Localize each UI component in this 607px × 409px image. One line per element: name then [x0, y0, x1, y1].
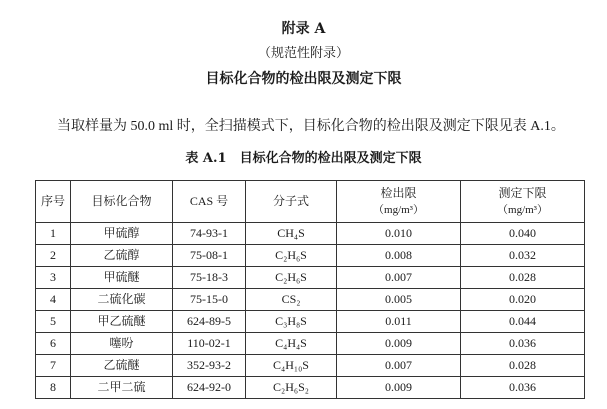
table-row: [36, 333, 585, 355]
detection-limit-cell: 0.008: [337, 245, 461, 267]
quantitation-limit-cell: 0.040: [461, 223, 585, 245]
molecular-formula-cell: C₂H₆S: [246, 245, 337, 267]
row-number-cell: 7: [36, 355, 71, 377]
appendix-heading: 目标化合物的检出限及测定下限: [205, 71, 402, 87]
cas-number-cell: 74-93-1: [173, 223, 246, 245]
header-molecular-formula: 分子式: [246, 181, 337, 223]
table-row: [36, 311, 585, 333]
cas-number-cell: 75-18-3: [173, 267, 246, 289]
table-caption: 表 A.1 目标化合物的检出限及测定下限: [185, 151, 422, 166]
header-detection-limit-unit: （mg/m³）: [373, 203, 424, 216]
cas-number-cell: 624-89-5: [173, 311, 246, 333]
compound-name-cell: 二甲二硫: [71, 377, 173, 399]
body-paragraph: 当取样量为 50.0 ml 时，全扫描模式下，目标化合物的检出限及测定下限见表 A.1。: [57, 119, 565, 134]
header-detection-limit: [337, 181, 461, 223]
header-quantitation-limit-unit: （mg/m³）: [497, 203, 548, 216]
quantitation-limit-cell: 0.020: [461, 289, 585, 311]
table-row: [36, 245, 585, 267]
header-detection-limit-label: 检出限: [380, 185, 417, 200]
quantitation-limit-cell: 0.028: [461, 267, 585, 289]
header-row-number: 序号: [36, 181, 71, 223]
compound-name-cell: 噻吩: [71, 333, 173, 355]
row-number-cell: 6: [36, 333, 71, 355]
molecular-formula-cell: C₄H₄S: [246, 333, 337, 355]
row-number-cell: 4: [36, 289, 71, 311]
detection-limit-cell: 0.011: [337, 311, 461, 333]
detection-limit-cell: 0.007: [337, 267, 461, 289]
molecular-formula-cell: CS₂: [246, 289, 337, 311]
molecular-formula-cell: CH₄S: [246, 223, 337, 245]
header-cas-number: CAS 号: [173, 181, 246, 223]
quantitation-limit-cell: 0.032: [461, 245, 585, 267]
detection-limit-cell: 0.010: [337, 223, 461, 245]
table-body: [36, 223, 585, 399]
header-quantitation-limit-label: 测定下限: [498, 185, 547, 200]
quantitation-limit-cell: 0.036: [461, 333, 585, 355]
compound-name-cell: 甲硫醚: [71, 267, 173, 289]
detection-limits-table: [35, 180, 585, 399]
quantitation-limit-cell: 0.028: [461, 355, 585, 377]
cas-number-cell: 352-93-2: [173, 355, 246, 377]
detection-limit-cell: 0.009: [337, 333, 461, 355]
table-row: [36, 223, 585, 245]
molecular-formula-cell: C₄H₁₀S: [246, 355, 337, 377]
detection-limit-cell: 0.007: [337, 355, 461, 377]
table-row: [36, 289, 585, 311]
header-compound: 目标化合物: [71, 181, 173, 223]
quantitation-limit-cell: 0.036: [461, 377, 585, 399]
detection-limit-cell: 0.009: [337, 377, 461, 399]
compound-name-cell: 甲乙硫醚: [71, 311, 173, 333]
table-row: [36, 267, 585, 289]
molecular-formula-cell: C₂H₆S: [246, 267, 337, 289]
row-number-cell: 3: [36, 267, 71, 289]
row-number-cell: 2: [36, 245, 71, 267]
cas-number-cell: 624-92-0: [173, 377, 246, 399]
quantitation-limit-cell: 0.044: [461, 311, 585, 333]
table-header: [36, 181, 585, 223]
header-row: [36, 181, 585, 223]
molecular-formula-cell: C₂H₆S₂: [246, 377, 337, 399]
detection-limit-cell: 0.005: [337, 289, 461, 311]
cas-number-cell: 75-15-0: [173, 289, 246, 311]
compound-name-cell: 乙硫醚: [71, 355, 173, 377]
appendix-subtitle: （规范性附录）: [257, 46, 349, 61]
compound-name-cell: 乙硫醇: [71, 245, 173, 267]
cas-number-cell: 75-08-1: [173, 245, 246, 267]
row-number-cell: 1: [36, 223, 71, 245]
molecular-formula-cell: C₃H₈S: [246, 311, 337, 333]
compound-name-cell: 甲硫醇: [71, 223, 173, 245]
header-quantitation-limit: [461, 181, 585, 223]
appendix-title: 附录 A: [281, 21, 326, 37]
compound-name-cell: 二硫化碳: [71, 289, 173, 311]
table-row: [36, 377, 585, 399]
row-number-cell: 8: [36, 377, 71, 399]
cas-number-cell: 110-02-1: [173, 333, 246, 355]
row-number-cell: 5: [36, 311, 71, 333]
table-row: [36, 355, 585, 377]
